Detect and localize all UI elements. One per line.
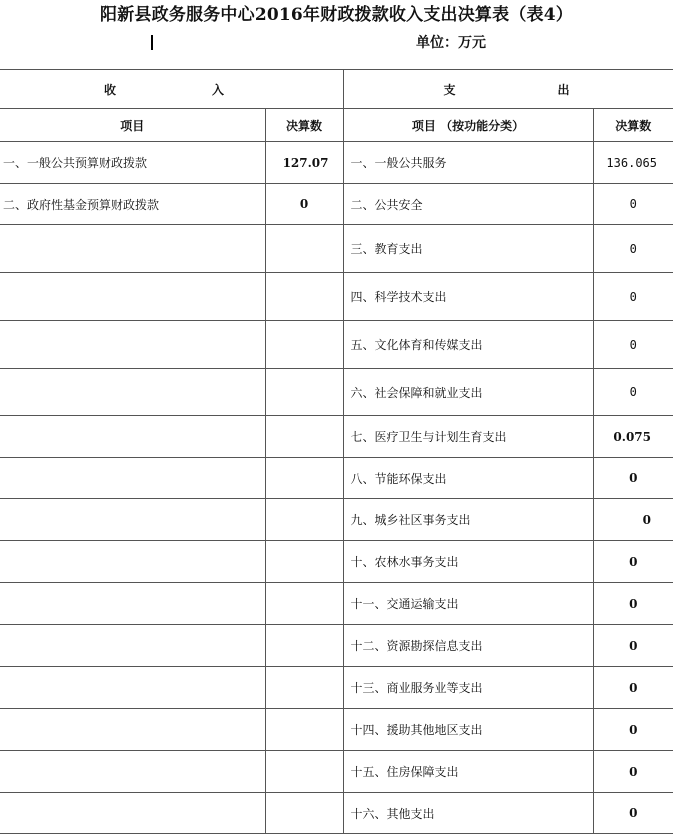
text-cursor [151,35,153,50]
empty-cell [265,625,343,667]
empty-cell [265,667,343,709]
table-row [0,273,673,321]
empty-cell [265,273,343,321]
table-row [0,321,673,369]
expense-amount: 0 [593,793,673,834]
expense-item: 九、城乡社区事务支出 [343,499,593,541]
expense-amount: 0.075 [593,416,673,458]
budget-table [0,69,673,834]
empty-cell [0,709,265,751]
empty-cell [0,499,265,541]
empty-cell [0,751,265,793]
expense-amount: 0 [593,458,673,499]
empty-cell [0,458,265,499]
income-item: 一、一般公共预算财政拨款 [0,142,265,184]
page-title: 阳新县政务服务中心2016年财政拨款收入支出决算表（表4） [100,5,573,25]
empty-cell [0,541,265,583]
expense-item: 五、文化体育和传媒支出 [343,321,593,369]
table-row [0,709,673,751]
table-row [0,751,673,793]
table-row [0,541,673,583]
expense-amount: 0 [593,541,673,583]
expense-amount: 0 [593,499,673,541]
empty-cell [0,225,265,273]
expense-amount: 0 [593,225,673,273]
income-amount: 127.07 [265,142,343,184]
expense-amount: 0 [593,369,673,416]
table-row [0,142,673,184]
expense-item: 十五、住房保障支出 [343,751,593,793]
expense-item: 十、农林水事务支出 [343,541,593,583]
expense-amount: 0 [593,751,673,793]
empty-cell [265,225,343,273]
table-row [0,369,673,416]
expense-amount: 0 [593,583,673,625]
expense-section-header [343,70,673,109]
table-row [0,793,673,834]
column-header-row [0,109,673,142]
expense-amount: 0 [593,321,673,369]
unit-label: 单位：万元 [416,35,486,51]
empty-cell [265,709,343,751]
empty-cell [265,499,343,541]
expense-item: 一、一般公共服务 [343,142,593,184]
empty-cell [265,369,343,416]
table-row [0,667,673,709]
empty-cell [265,583,343,625]
expense-section-char-2: 出 [557,82,570,97]
expense-item: 十四、援助其他地区支出 [343,709,593,751]
expense-amount: 0 [593,625,673,667]
empty-cell [265,321,343,369]
expense-amount: 0 [593,709,673,751]
expense-item-header: 项目 （按功能分类） [343,109,593,142]
empty-cell [0,369,265,416]
empty-cell [0,793,265,834]
empty-cell [265,793,343,834]
table-row [0,225,673,273]
expense-item: 三、教育支出 [343,225,593,273]
empty-cell [0,273,265,321]
empty-cell [0,583,265,625]
expense-item: 八、节能环保支出 [343,458,593,499]
table-row [0,583,673,625]
income-section-char-2: 入 [212,82,225,97]
expense-amount-header: 决算数 [593,109,673,142]
table-row [0,458,673,499]
empty-cell [0,321,265,369]
table-row [0,625,673,667]
expense-amount: 0 [593,273,673,321]
section-header-row [0,70,673,109]
empty-cell [265,416,343,458]
expense-section-char-1: 支 [443,82,456,97]
expense-item: 二、公共安全 [343,184,593,225]
expense-item: 十二、资源勘探信息支出 [343,625,593,667]
income-item: 二、政府性基金预算财政拨款 [0,184,265,225]
income-section-header [0,70,343,109]
expense-amount: 0 [593,184,673,225]
income-item-header: 项目 [0,109,265,142]
empty-cell [0,667,265,709]
empty-cell [0,416,265,458]
table-row [0,416,673,458]
expense-item: 十一、交通运输支出 [343,583,593,625]
empty-cell [265,541,343,583]
empty-cell [265,751,343,793]
expense-item: 四、科学技术支出 [343,273,593,321]
income-amount-header: 决算数 [265,109,343,142]
expense-item: 十三、商业服务业等支出 [343,667,593,709]
empty-cell [0,625,265,667]
income-section-char-1: 收 [104,82,117,97]
expense-item: 六、社会保障和就业支出 [343,369,593,416]
table-row [0,499,673,541]
expense-amount: 0 [593,667,673,709]
expense-item: 七、医疗卫生与计划生育支出 [343,416,593,458]
expense-item: 十六、其他支出 [343,793,593,834]
expense-amount: 136.065 [593,142,673,184]
empty-cell [265,458,343,499]
income-amount: 0 [265,184,343,225]
table-row [0,184,673,225]
